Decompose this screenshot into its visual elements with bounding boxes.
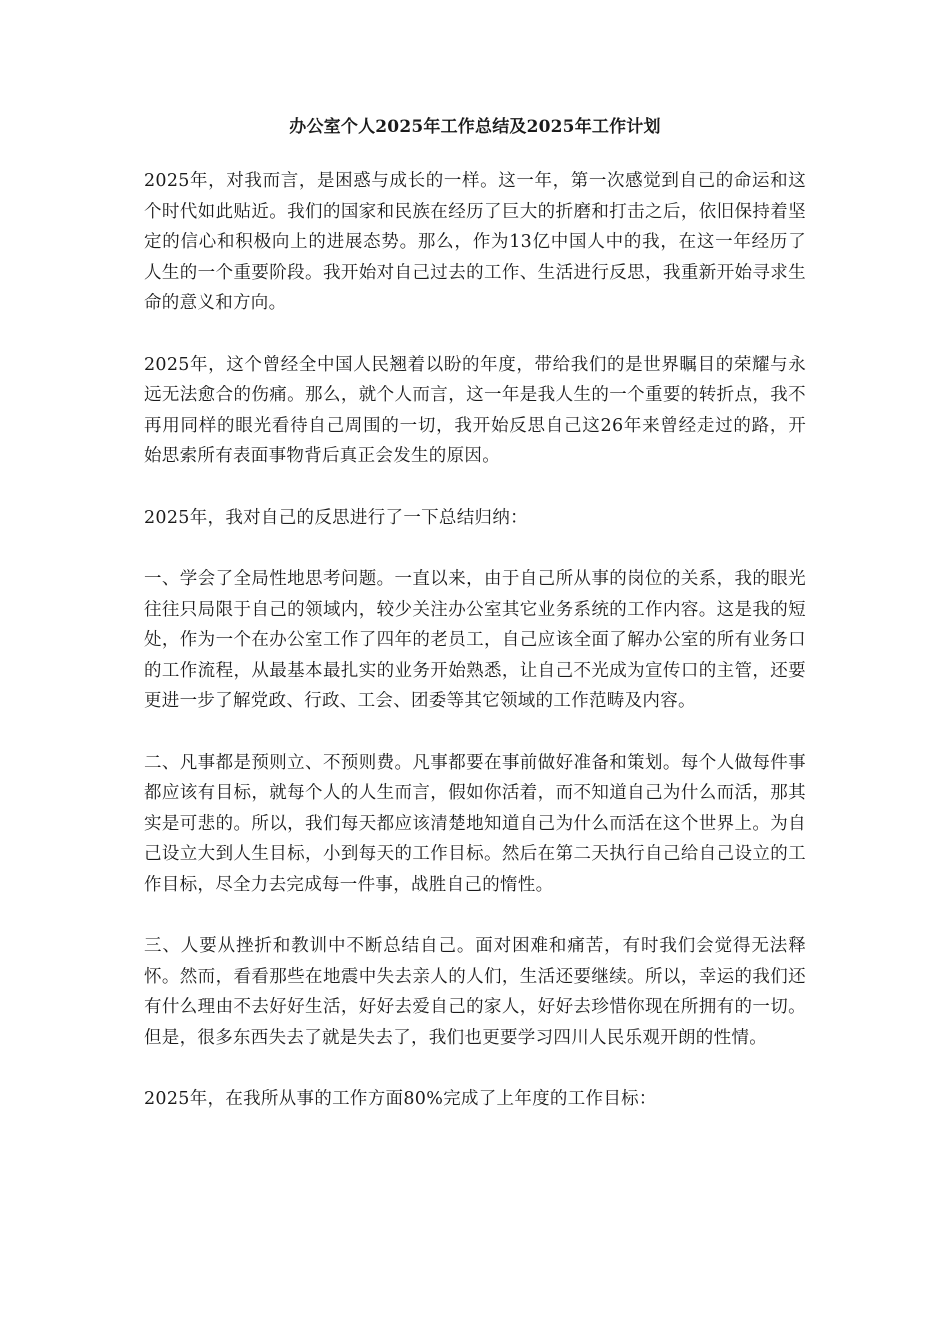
paragraph-7: 2025年，在我所从事的工作方面80%完成了上年度的工作目标： [144, 1089, 657, 1109]
paragraph-1: 2025年，对我而言，是困惑与成长的一样。这一年，第一次感觉到自己的命运和这个时代如此贴近。我们的国家和民族在经历了巨大的折磨和打击之后，依旧保持着坚定的信心和积极向上的进展态势。那么，作为13亿中国人中的我，在这一年经历了人生的一个重要阶段。我开始对自己过去的工作、生活进行反思，我重新开始寻求生命的意义和方向。 [144, 171, 806, 313]
paragraph-3: 2025年，我对自己的反思进行了一下总结归纳： [144, 507, 528, 528]
document-title: 办公室个人2025年工作总结及2025年工作计划 [289, 117, 661, 137]
document-page [144, 112, 806, 1146]
paragraph-2: 2025年，这个曾经全中国人民翘着以盼的年度，带给我们的是世界瞩目的荣耀与永远无法愈合的伤痛。那么，就个人而言，这一年是我人生的一个重要的转折点，我不再用同样的眼光看待自己周围的一切，我开始反思自己这26年来曾经走过的路，开始思索所有表面事物背后真正会发生的原因。 [144, 354, 806, 466]
paragraph-5: 二、凡事都是预则立、不预则费。凡事都要在事前做好准备和策划。每个人做每件事都应该有目标，就每个人的人生而言，假如你活着，而不知道自己为什么而活，那其实是可悲的。所以，我们每天都应该清楚地知道自己为什么而活在这个世界上。为自己设立大到人生目标，小到每天的工作目标。然后在第二天执行自己给自己设立的工作目标，尽全力去完成每一件事，战胜自己的惰性。 [144, 752, 806, 895]
paragraph-4: 一、学会了全局性地思考问题。一直以来，由于自己所从事的岗位的关系，我的眼光往往只局限于自己的领域内，较少关注办公室其它业务系统的工作内容。这是我的短处，作为一个在办公室工作了四年的老员工，自己应该全面了解办公室的所有业务口的工作流程，从最基本最扎实的业务开始熟悉，让自己不光成为宣传口的主管，还要更进一步了解党政、行政、工会、团委等其它领域的工作范畴及内容。 [144, 569, 806, 711]
paragraph-6: 三、人要从挫折和教训中不断总结自己。面对困难和痛苦，有时我们会觉得无法释怀。然而，看看那些在地震中失去亲人的人们，生活还要继续。所以，幸运的我们还有什么理由不去好好生活，好好去爱自己的家人，好好去珍惜你现在所拥有的一切。但是，很多东西失去了就是失去了，我们也更要学习四川人民乐观开朗的性情。 [144, 936, 806, 1048]
